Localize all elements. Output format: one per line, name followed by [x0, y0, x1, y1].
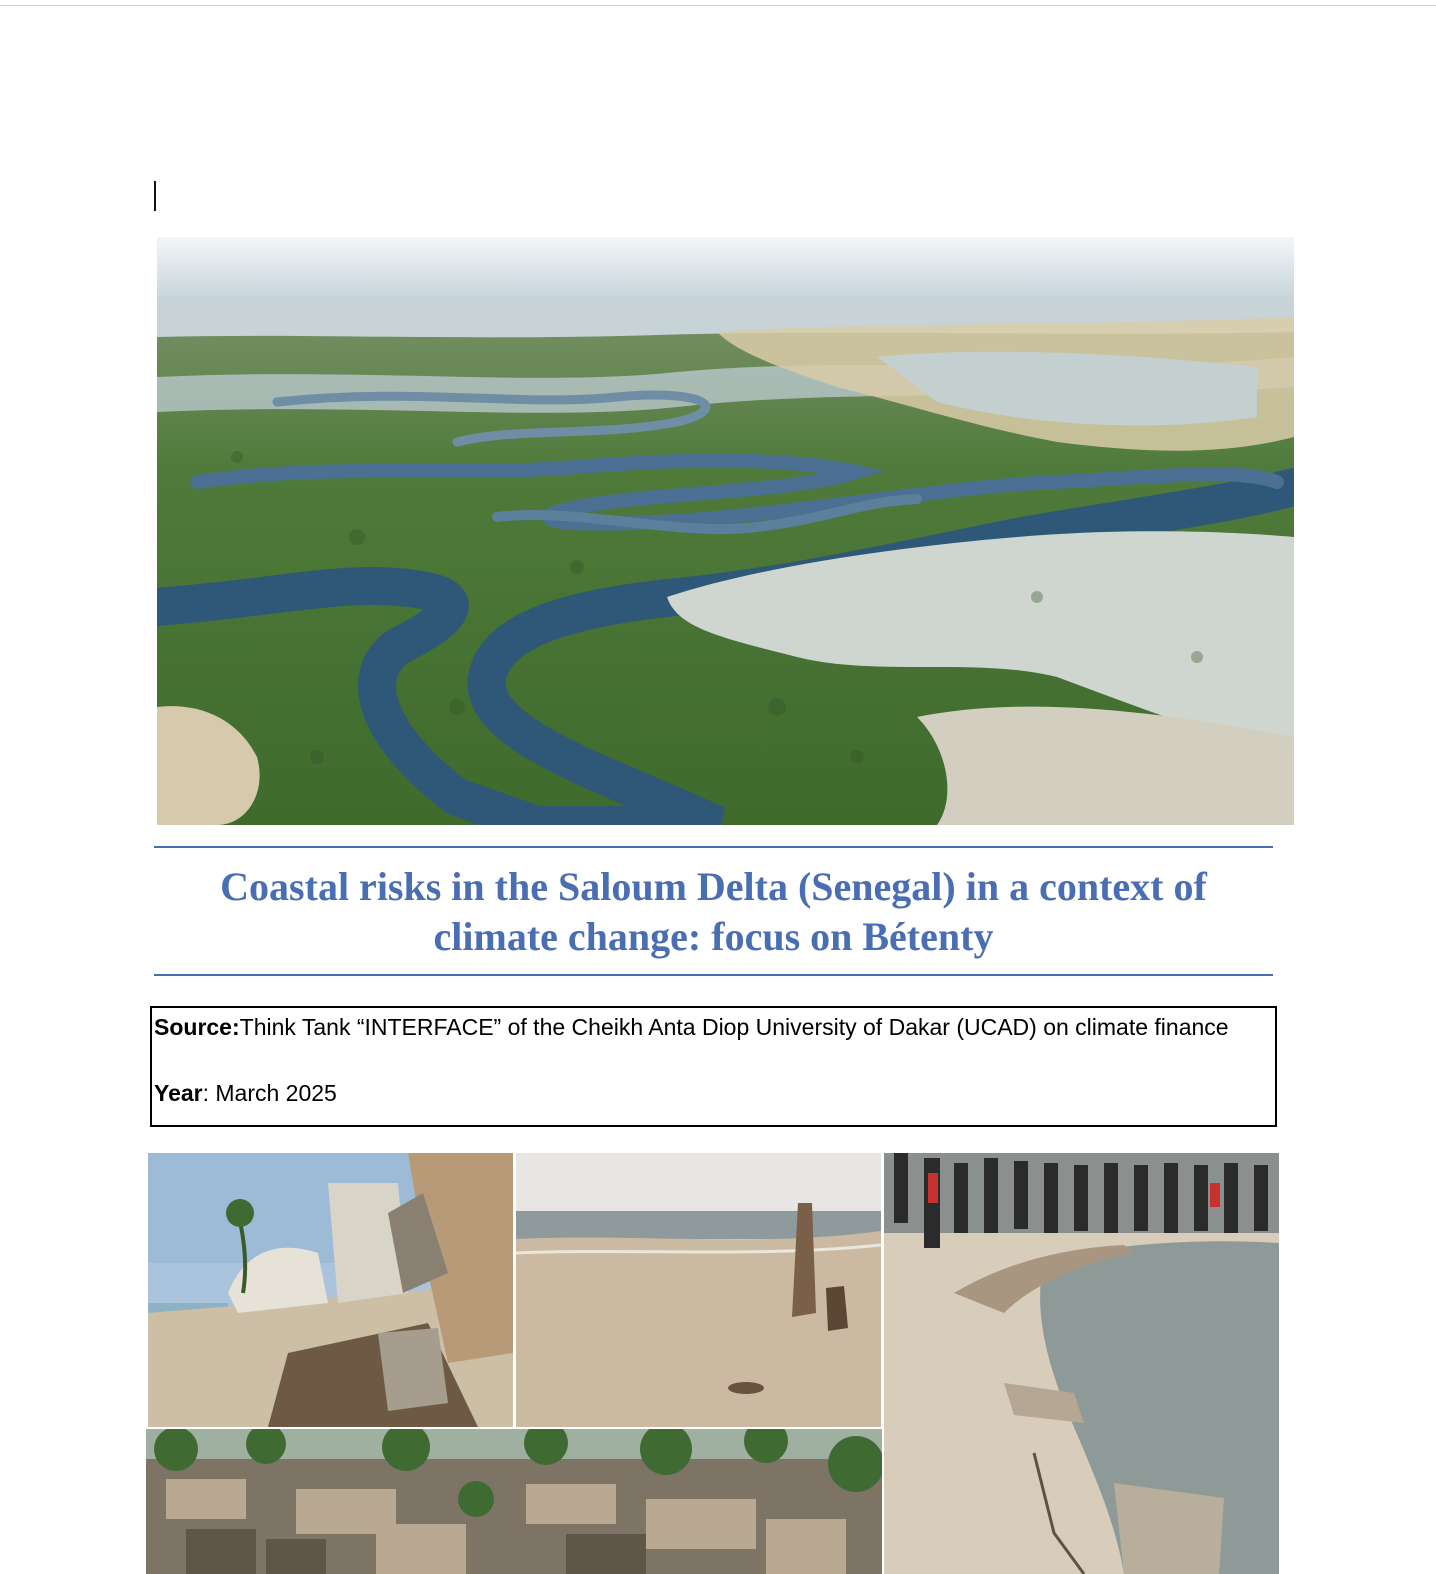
eroded-shoreline-crowd-photo: [884, 1153, 1279, 1574]
collapsed-coastal-building-photo: [148, 1153, 513, 1427]
year-line: [154, 1080, 337, 1107]
year-label: Year: [154, 1080, 203, 1106]
text-cursor: [154, 181, 156, 211]
source-text: Think Tank “INTERFACE” of the Cheikh Anta Diop University of Dakar (UCAD) on climate finance: [239, 1014, 1229, 1040]
coastal-village-rooftops-photo: [146, 1429, 882, 1574]
source-label: Source:: [154, 1014, 240, 1040]
beach-tree-stumps-photo: [516, 1153, 881, 1427]
aerial-mangrove-delta-photo: [157, 237, 1294, 825]
page-top-border: [0, 5, 1436, 6]
source-line: [154, 1014, 1229, 1041]
document-title: Coastal risks in the Saloum Delta (Senegal) in a context of climate change: focus on Bétenty: [220, 864, 1207, 959]
year-text: : March 2025: [202, 1080, 337, 1106]
title-bottom-rule: [154, 974, 1273, 976]
title-top-rule: [154, 846, 1273, 848]
source-info-box: [150, 1006, 1277, 1127]
